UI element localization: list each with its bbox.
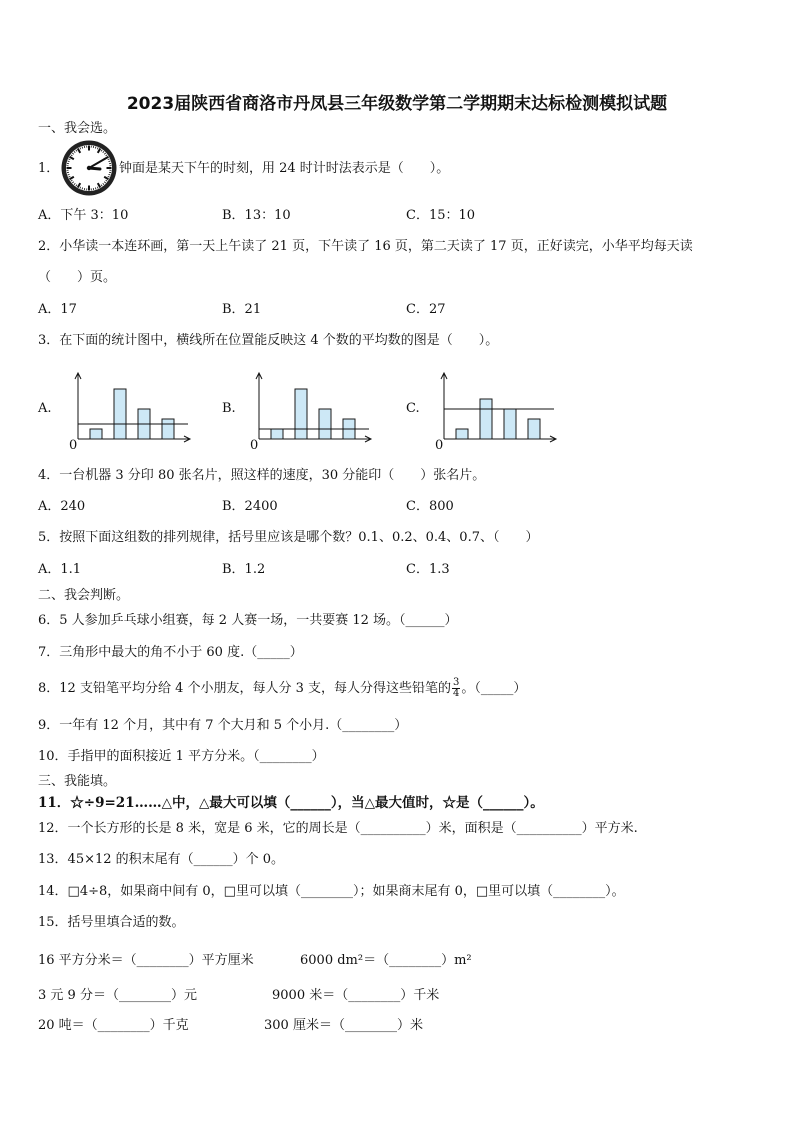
conversion-3a: 20 吨＝（________）千克 — [38, 1018, 189, 1033]
q1-option-a: A．下午 3：10 — [38, 208, 129, 223]
q4-option-c: C．800 — [406, 499, 454, 514]
q8-fraction — [452, 678, 460, 699]
q5-option-a: A．1.1 — [38, 562, 82, 577]
question-1-text: 钟面是某天下午的时刻，用 24 时计时法表示是（ ）。 — [119, 161, 450, 176]
q4-option-a: A．240 — [38, 499, 86, 514]
q3-chart-2-bar — [480, 399, 492, 439]
q2-option-a: A．17 — [38, 302, 77, 317]
question-2-line-2: （ ）页。 — [38, 270, 117, 285]
q3-chart-2-bar — [504, 409, 516, 439]
question-8 — [38, 678, 526, 699]
q8-text-before: 8．12 支铅笔平均分给 4 个小朋友，每人分 3 支，每人分得这些铅笔的 — [38, 681, 452, 696]
q3-chart-2-bar — [456, 429, 468, 439]
conversion-2b: 9000 米＝（________）千米 — [272, 988, 440, 1003]
question-1-number: 1． — [38, 161, 60, 176]
question-6: 6．5 人参加乒乓球小组赛，每 2 人赛一场，一共要赛 12 场。（______） — [38, 613, 458, 628]
question-7: 7．三角形中最大的角不小于 60 度.（_____） — [38, 645, 303, 660]
q3-label-b: B. — [222, 401, 236, 416]
q3-chart-1-bar — [271, 429, 283, 439]
question-2-line-1: 2．小华读一本连环画，第一天上午读了 21 页，下午读了 16 页，第二天读了 17 页，正好读完，小华平均每天读 — [38, 239, 693, 254]
q3-label-c: C. — [406, 401, 420, 416]
conversion-1a: 16 平方分米＝（________）平方厘米 — [38, 953, 254, 968]
q3-chart-0-bar — [162, 419, 174, 439]
section-heading-1: 一、我会选。 — [38, 121, 117, 136]
question-11: 11．☆÷9=21……△中，△最大可以填（______），当△最大值时，☆是（______）。 — [38, 795, 544, 811]
question-14: 14．□4÷8，如果商中间有 0，□里可以填（________）；如果商末尾有 0，□里可以填（________）。 — [38, 884, 625, 899]
q2-option-b: B．21 — [222, 302, 262, 317]
question-4-text: 4．一台机器 3 分印 80 张名片，照这样的速度，30 分能印（ ）张名片。 — [38, 468, 486, 483]
page-title: 2023届陕西省商洛市丹凤县三年级数学第二学期期末达标检测模拟试题 — [126, 94, 668, 114]
q3-chart-0-bar — [114, 389, 126, 439]
question-9: 9．一年有 12 个月，其中有 7 个大月和 5 个小月.（________） — [38, 718, 408, 733]
q8-fraction-numerator: 3 — [453, 677, 460, 688]
q4-option-b: B．2400 — [222, 499, 278, 514]
question-3-text: 3．在下面的统计图中，横线所在位置能反映这 4 个数的平均数的图是（ ）。 — [38, 333, 499, 348]
q2-option-c: C．27 — [406, 302, 446, 317]
q3-chart-2-origin-label: 0 — [435, 438, 444, 453]
q5-option-b: B．1.2 — [222, 562, 266, 577]
section-heading-3: 三、我能填。 — [38, 774, 117, 789]
q1-option-c: C．15：10 — [406, 208, 476, 223]
q3-label-a: A. — [38, 401, 52, 416]
q8-fraction-denominator: 4 — [453, 688, 460, 699]
question-10: 10．手指甲的面积接近 1 平方分米。（________） — [38, 749, 325, 764]
question-5-text: 5．按照下面这组数的排列规律，括号里应该是哪个数？0.1、0.2、0.4、0.7、（ ） — [38, 530, 539, 545]
q3-chart-1-origin-label: 0 — [250, 438, 259, 453]
question-12: 12．一个长方形的长是 8 米，宽是 6 米，它的周长是（__________）米，面积是（__________）平方米. — [38, 821, 638, 836]
question-15: 15．括号里填合适的数。 — [38, 915, 185, 930]
conversion-1b: 6000 dm²＝（________）m² — [300, 953, 472, 968]
q1-option-b: B．13：10 — [222, 208, 291, 223]
q3-chart-1-bar — [319, 409, 331, 439]
clock-icon — [60, 139, 118, 197]
q3-chart-0-origin-label: 0 — [69, 438, 78, 453]
q3-charts — [0, 365, 794, 455]
question-13: 13．45×12 的积末尾有（______）个 0。 — [38, 852, 285, 867]
q5-option-c: C．1.3 — [406, 562, 450, 577]
section-heading-2: 二、我会判断。 — [38, 588, 130, 603]
conversion-2a: 3 元 9 分＝（________）元 — [38, 988, 197, 1003]
q3-chart-2-bar — [528, 419, 540, 439]
q3-chart-0-bar — [90, 429, 102, 439]
q3-chart-1-bar — [295, 389, 307, 439]
q8-text-after: 。（_____） — [461, 681, 527, 696]
conversion-3b: 300 厘米＝（________）米 — [264, 1018, 423, 1033]
